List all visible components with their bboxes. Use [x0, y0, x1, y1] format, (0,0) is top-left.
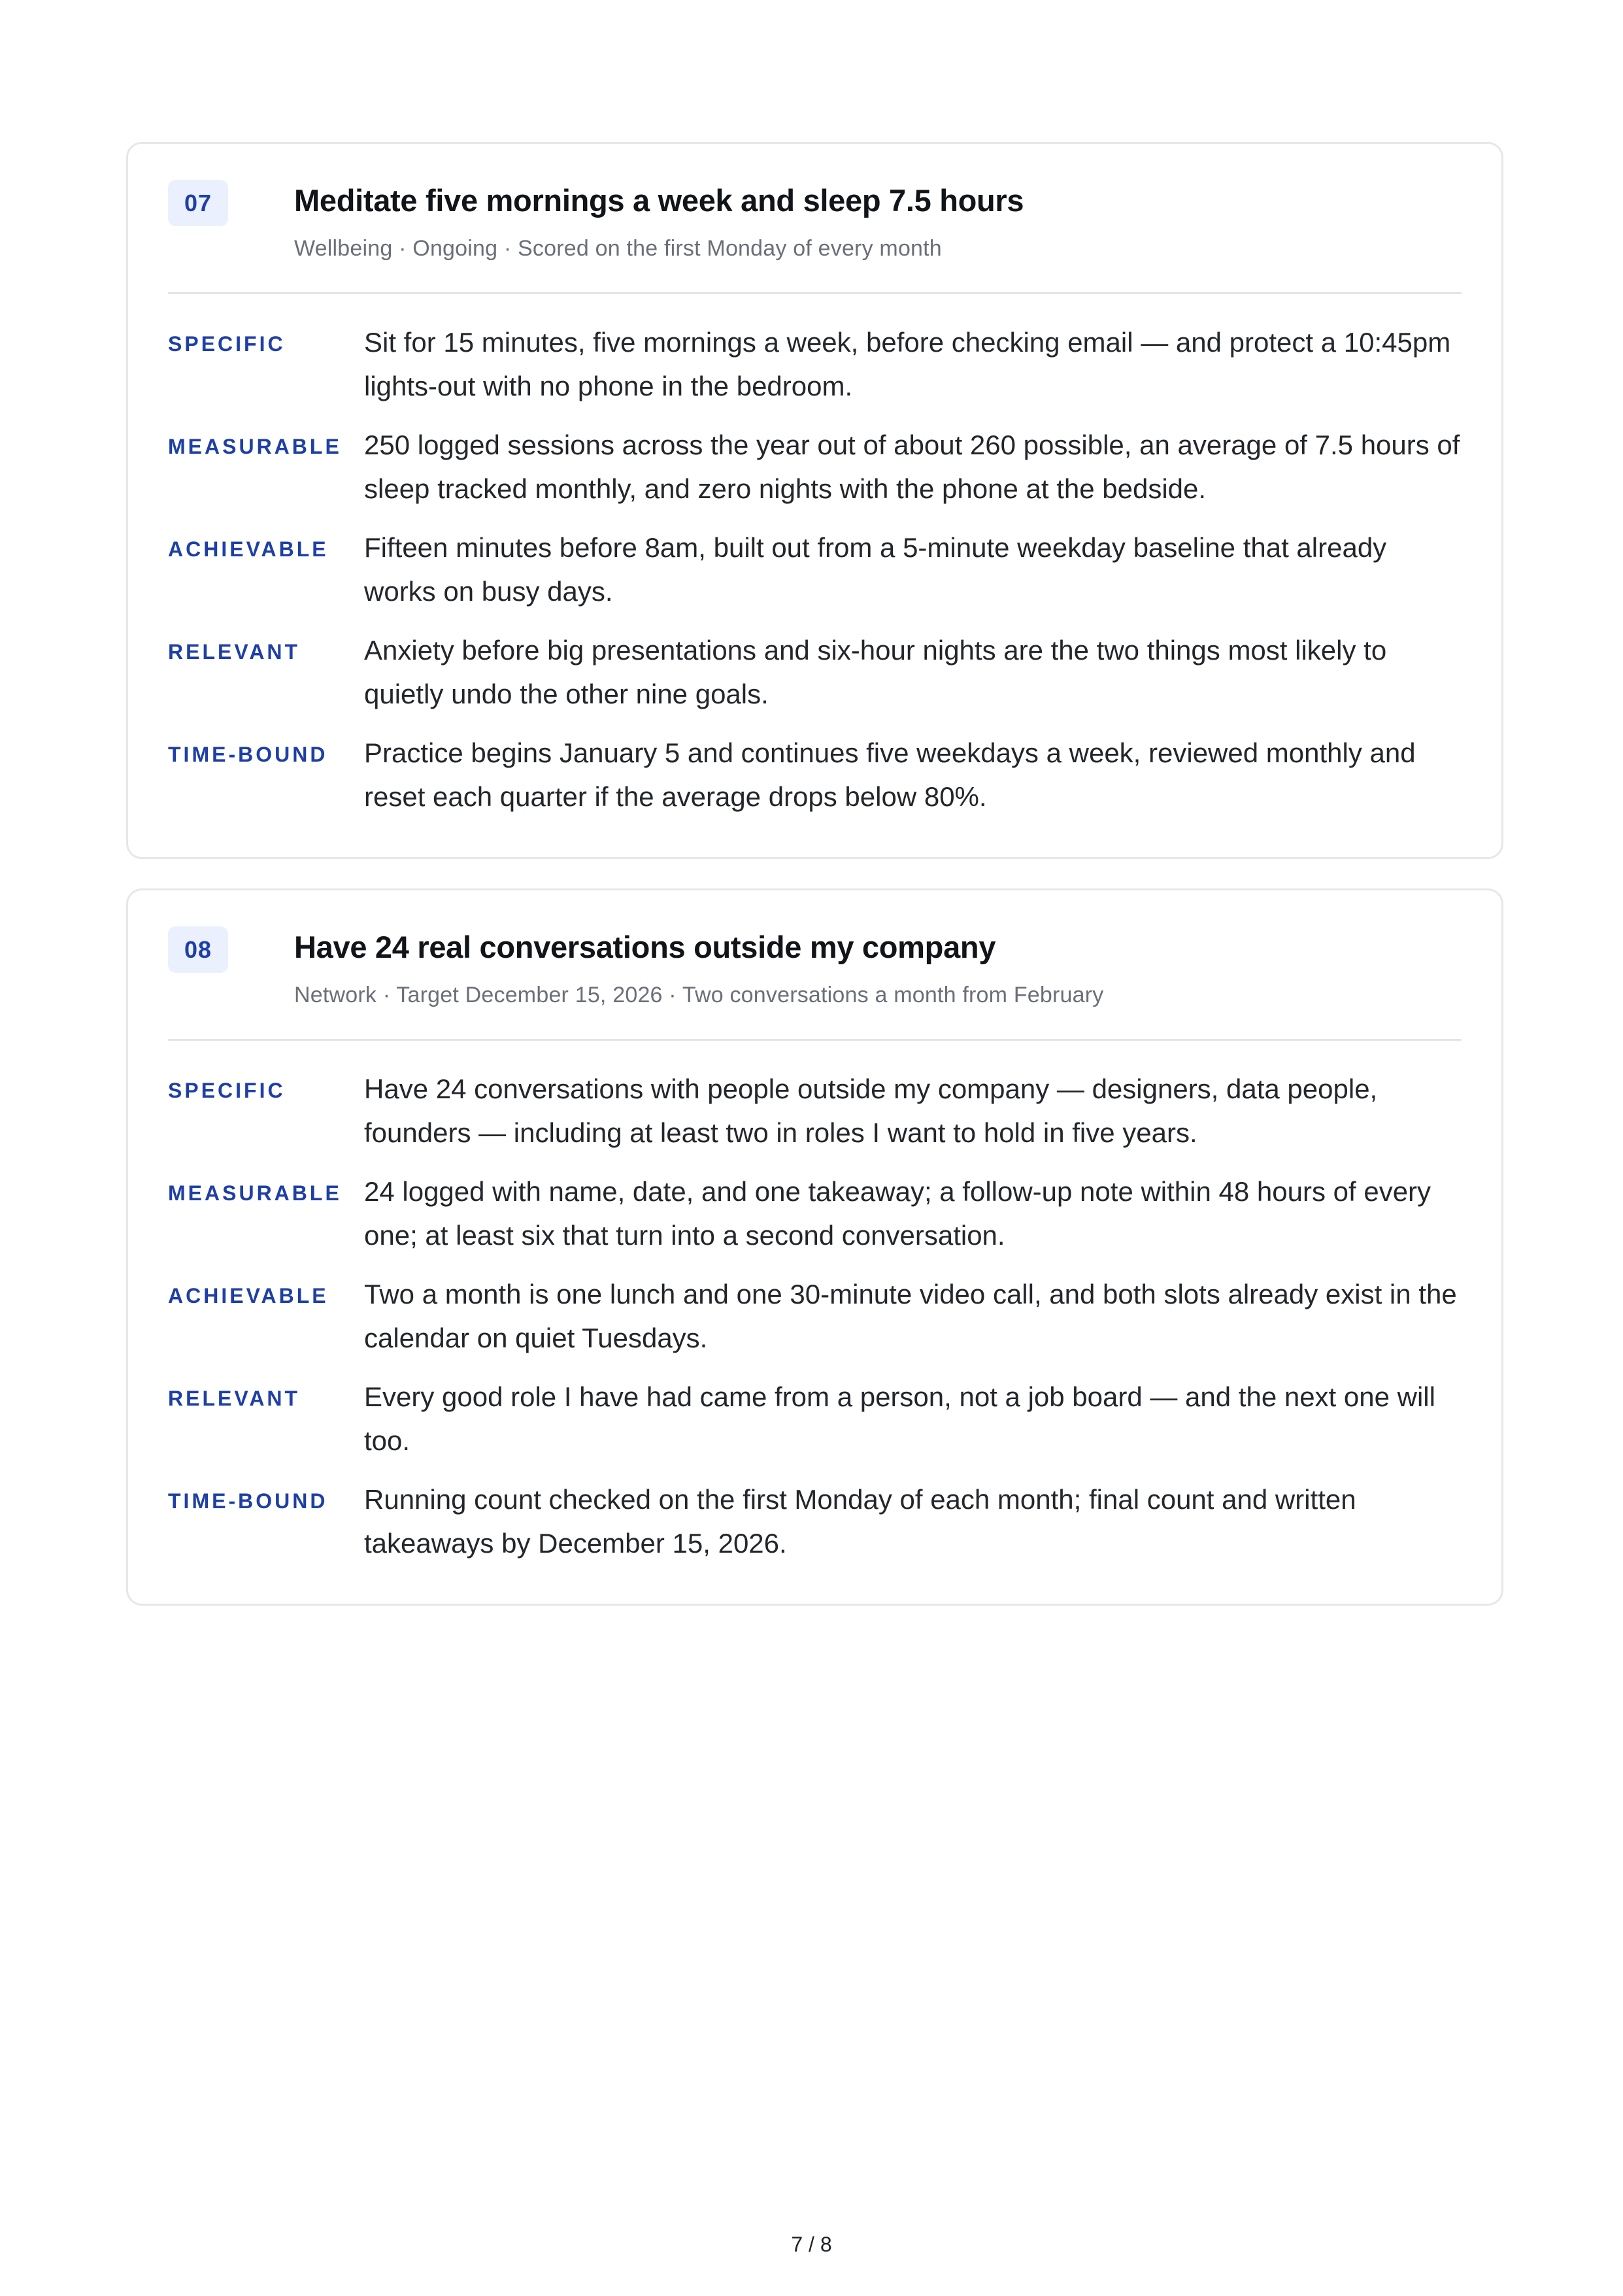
goal-header: [168, 926, 1462, 1037]
criterion-label: TIME-BOUND: [168, 1489, 328, 1513]
criterion-label: ACHIEVABLE: [168, 1284, 329, 1308]
criterion-achievable: [168, 1272, 1462, 1375]
header-divider: [168, 292, 1462, 294]
header-divider: [168, 1039, 1462, 1041]
criterion-measurable: [168, 423, 1462, 526]
criterion-relevant: [168, 628, 1462, 731]
goal-meta: Wellbeing · Ongoing · Scored on the first Monday of every month: [294, 236, 942, 261]
criterion-relevant: [168, 1375, 1462, 1477]
criterion-text: Practice begins January 5 and continues five weekdays a week, reviewed monthly and reset each quarter if the average drops below 80%.: [364, 737, 1416, 812]
goal-number-badge: 07: [168, 180, 228, 226]
goal-header: [168, 180, 1462, 290]
criterion-label: MEASURABLE: [168, 435, 342, 458]
goal-meta: Network · Target December 15, 2026 · Two conversations a month from February: [294, 983, 1104, 1007]
criterion-label: ACHIEVABLE: [168, 537, 329, 561]
smart-criteria-list: [168, 320, 1462, 834]
criterion-time-bound: [168, 1477, 1462, 1580]
criterion-text: Running count checked on the first Monday of each month; final count and written takeaways by December 15, 2026.: [364, 1484, 1356, 1559]
page-number: 7 / 8: [791, 2233, 832, 2256]
goal-card-07: [126, 142, 1503, 859]
criterion-text: Sit for 15 minutes, five mornings a week, before checking email — and protect a 10:45pm lights-out with no phone in the bedroom.: [364, 327, 1451, 401]
criterion-text: 24 logged with name, date, and one takeaway; a follow-up note within 48 hours of every one; at least six that turn into a second conversation.: [364, 1176, 1431, 1251]
criterion-label: SPECIFIC: [168, 332, 286, 356]
goal-title: Meditate five mornings a week and sleep 7.5 hours: [294, 183, 1024, 218]
criterion-label: TIME-BOUND: [168, 743, 328, 766]
criterion-specific: [168, 320, 1462, 423]
criterion-text: Every good role I have had came from a person, not a job board — and the next one will too.: [364, 1381, 1435, 1456]
criterion-measurable: [168, 1170, 1462, 1272]
goal-number-badge: 08: [168, 926, 228, 973]
criterion-text: Two a month is one lunch and one 30-minute video call, and both slots already exist in the calendar on quiet Tuesdays.: [364, 1279, 1457, 1353]
criterion-label: RELEVANT: [168, 1387, 301, 1410]
criterion-label: MEASURABLE: [168, 1181, 342, 1205]
criterion-text: Have 24 conversations with people outside my company — designers, data people, founders — including at least two in roles I want to hold in five years.: [364, 1073, 1378, 1148]
criterion-text: Anxiety before big presentations and six-hour nights are the two things most likely to quietly undo the other nine goals.: [364, 635, 1387, 709]
criterion-time-bound: [168, 731, 1462, 834]
criterion-label: SPECIFIC: [168, 1079, 286, 1102]
criterion-achievable: [168, 526, 1462, 628]
criterion-label: RELEVANT: [168, 640, 301, 664]
smart-criteria-list: [168, 1067, 1462, 1580]
criterion-text: Fifteen minutes before 8am, built out from a 5-minute weekday baseline that already works on busy days.: [364, 532, 1387, 607]
goal-card-08: [126, 888, 1503, 1606]
criterion-specific: [168, 1067, 1462, 1170]
goal-title: Have 24 real conversations outside my company: [294, 930, 996, 964]
criterion-text: 250 logged sessions across the year out of about 260 possible, an average of 7.5 hours of sleep tracked monthly, and zero nights with the phone at the bedside.: [364, 430, 1460, 504]
